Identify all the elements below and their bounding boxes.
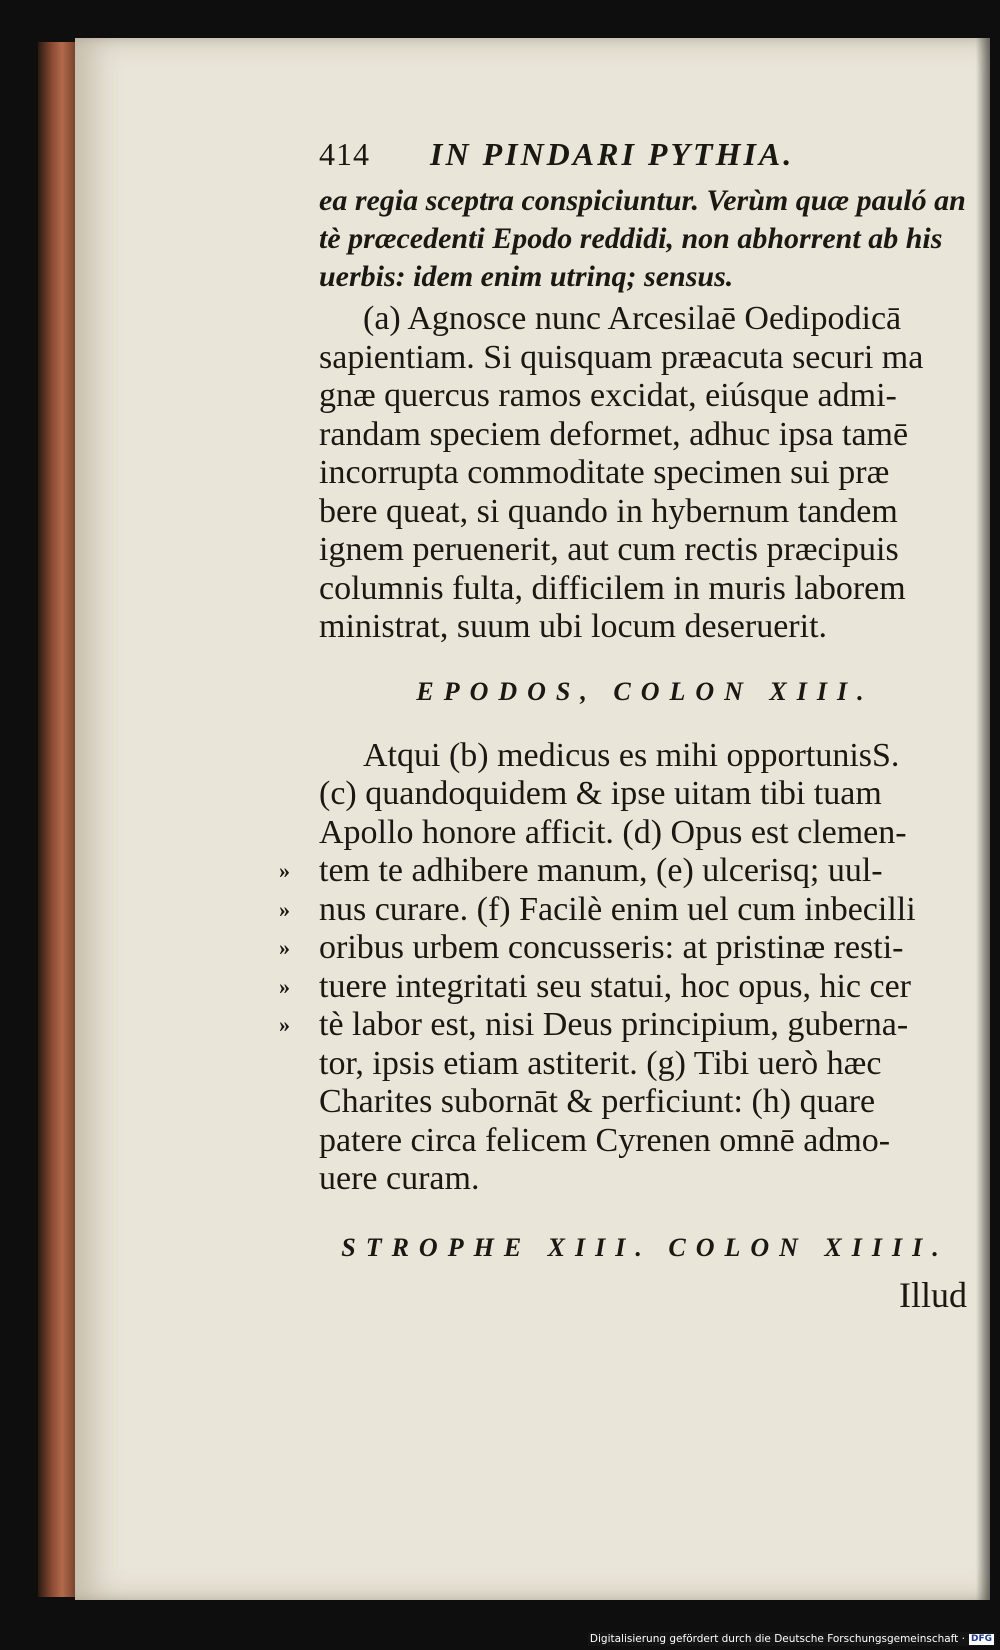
page-number: 414 bbox=[319, 136, 370, 172]
paragraph-line-text: (c) quandoquidem & ipse uitam tibi tuam bbox=[319, 775, 882, 812]
quotation-marker: » bbox=[279, 858, 290, 883]
paragraph-line-text: uere curam. bbox=[319, 1160, 480, 1197]
paragraph-line: bere queat, si quando in hybernum tandem bbox=[319, 492, 898, 530]
intro-line: tè præcedenti Epodo reddidi, non abhorrent ab his bbox=[319, 222, 943, 255]
paragraph-line-text: Charites subornāt & perficiunt: (h) quare bbox=[319, 1083, 876, 1120]
paragraph-line-text: Apollo honore afficit. (d) Opus est clemen- bbox=[319, 813, 907, 851]
book-fore-edge bbox=[38, 42, 78, 1597]
book-page bbox=[75, 38, 990, 1600]
paragraph-line-text: oribus urbem concusseris: at pristinæ resti- bbox=[319, 929, 904, 966]
quotation-marker: » bbox=[279, 896, 290, 922]
paragraph-line: sapientiam. Si quisquam præacuta securi ma bbox=[319, 338, 924, 376]
paragraph-line bbox=[319, 814, 971, 853]
credit-text: Digitalisierung gefördert durch die Deutsche Forschungsgemeinschaft · bbox=[589, 1633, 965, 1645]
paragraph-line bbox=[279, 1006, 971, 1045]
paragraph-line-text: tem te adhibere manum, (e) ulcerisq; uul- bbox=[319, 852, 883, 889]
paragraph-line-text: Atqui (b) medicus es mihi opportunisS. bbox=[363, 736, 900, 774]
paragraph-line: gnæ quercus ramos excidat, eiúsque admi- bbox=[319, 377, 897, 414]
paragraph-line: columnis fulta, difficilem in muris laborem bbox=[319, 569, 906, 607]
dfg-logo-icon: DFG bbox=[970, 1633, 992, 1644]
paragraph-line bbox=[319, 775, 971, 814]
paragraph-line bbox=[279, 967, 971, 1007]
paragraph-line: ministrat, suum ubi locum deseruerit. bbox=[319, 608, 828, 645]
paragraph-line bbox=[319, 1122, 971, 1161]
paragraph-line: incorrupta commoditate specimen sui præ bbox=[319, 454, 890, 491]
paragraph-line-text: tuere integritati seu statui, hoc opus, hic cer bbox=[319, 967, 911, 1005]
quotation-marker: » bbox=[279, 1012, 290, 1037]
catchword: Illud bbox=[899, 1274, 967, 1315]
intro-line: uerbis: idem enim utrinq; sensus. bbox=[319, 260, 734, 293]
paragraph-line: ignem peruenerit, aut cum rectis præcipuis bbox=[319, 531, 899, 568]
page-gutter-shadow bbox=[976, 38, 990, 1600]
paragraph-line-text: tor, ipsis etiam astiterit. (g) Tibi uerò hæc bbox=[319, 1044, 882, 1082]
paragraph-line bbox=[279, 890, 971, 930]
paragraph-line-text: patere circa felicem Cyrenen omnē admo- bbox=[319, 1121, 891, 1159]
paragraph-line: (a) Agnosce nunc Arcesilaē Oedipodicā bbox=[363, 300, 902, 337]
paragraph-line-text: nus curare. (f) Facilè enim uel cum inbecilli bbox=[319, 890, 916, 928]
paragraph-line bbox=[319, 737, 971, 776]
section-heading-strophe: STROPHE XIII. COLON XIIII. bbox=[341, 1232, 949, 1262]
quotation-marker: » bbox=[279, 973, 290, 999]
intro-italic-passage bbox=[319, 182, 971, 296]
digitization-credit bbox=[588, 1632, 996, 1646]
running-head bbox=[319, 136, 971, 182]
paragraph-line bbox=[319, 1083, 971, 1122]
paragraph-line: randam speciem deformet, adhuc ipsa tamē bbox=[319, 415, 909, 453]
section-heading-epodos: EPODOS, COLON XIII. bbox=[416, 676, 874, 706]
paragraph-a bbox=[319, 300, 971, 647]
paragraph-line bbox=[319, 1160, 971, 1199]
paragraph-line bbox=[279, 852, 971, 891]
intro-line: ea regia sceptra conspiciuntur. Verùm quæ pauló an bbox=[319, 184, 966, 217]
paragraph-b bbox=[279, 736, 971, 1199]
running-title: IN PINDARI PYTHIA. bbox=[430, 136, 795, 172]
quotation-marker: » bbox=[279, 935, 290, 960]
paragraph-line bbox=[319, 1045, 971, 1084]
paragraph-line-text: tè labor est, nisi Deus principium, guberna- bbox=[319, 1006, 909, 1043]
text-block bbox=[279, 136, 971, 1315]
paragraph-line bbox=[279, 929, 971, 968]
